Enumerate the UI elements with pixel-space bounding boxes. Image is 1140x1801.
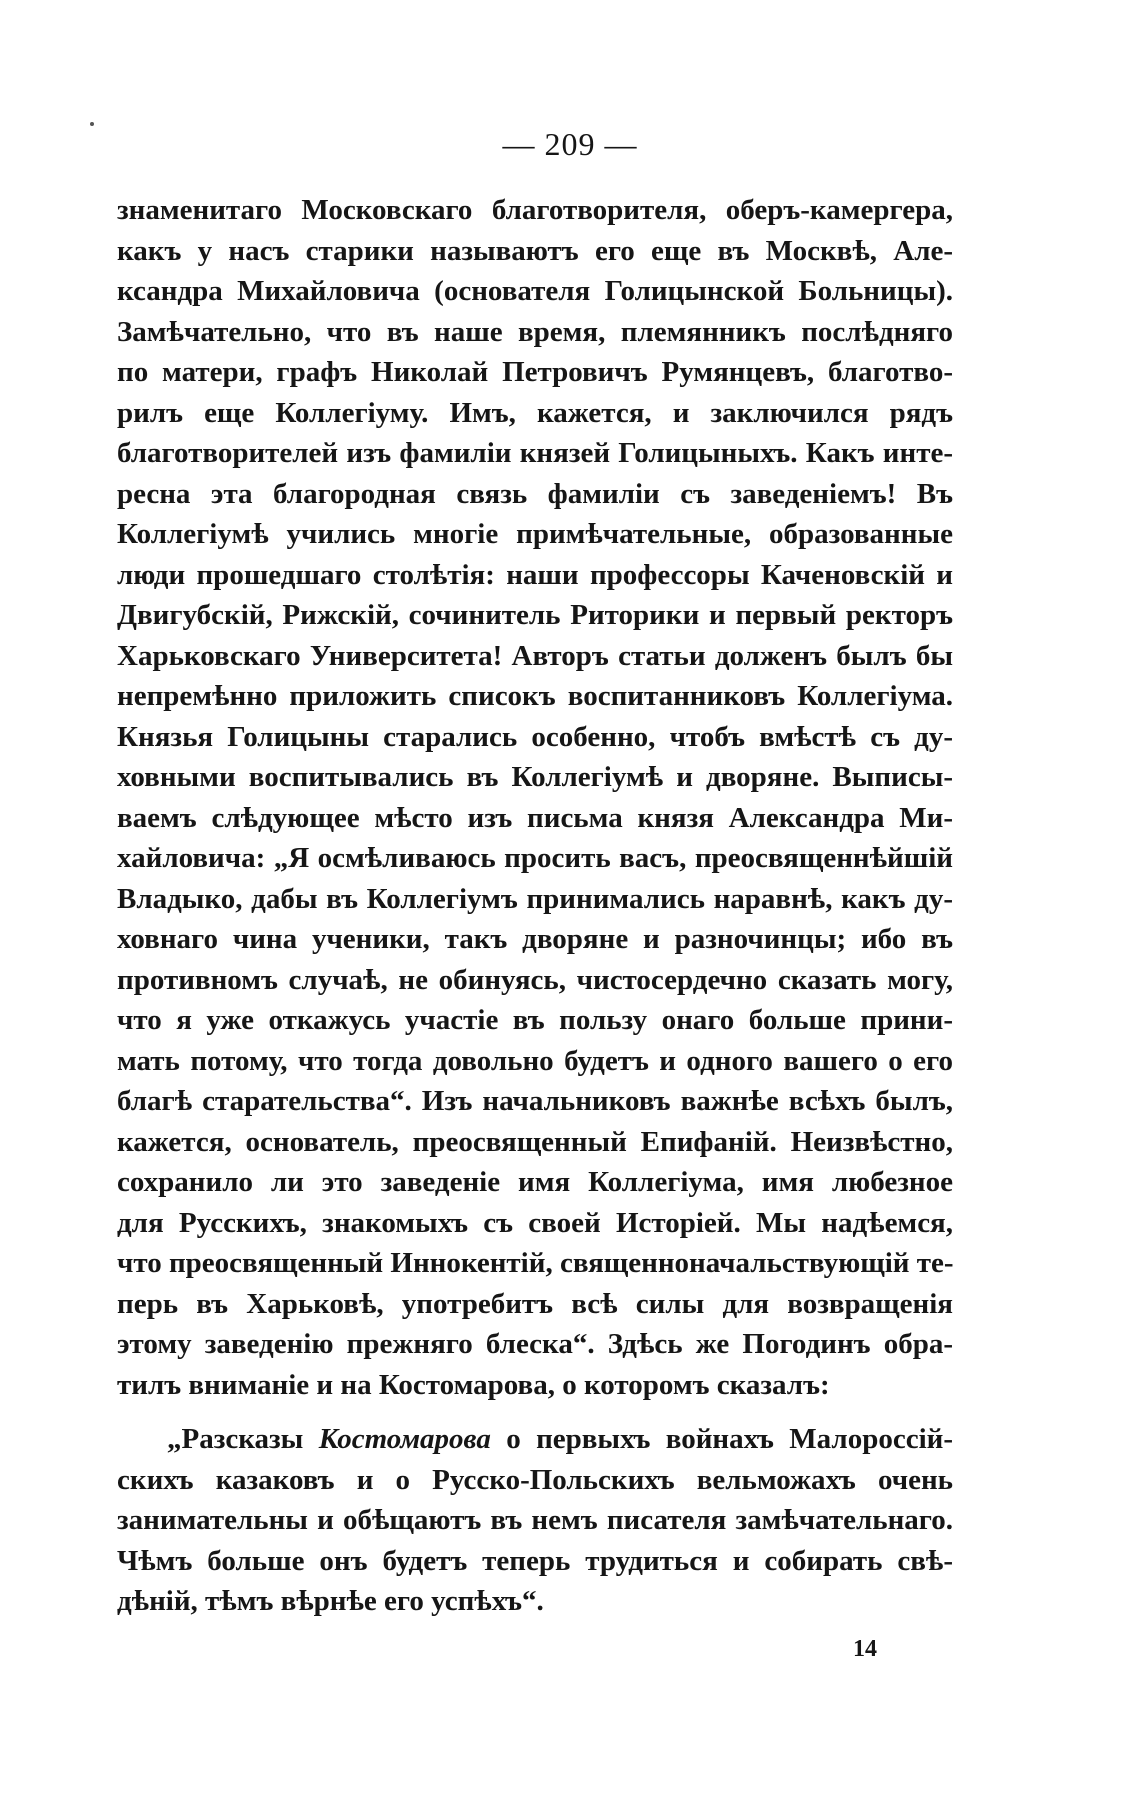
text-line: кажется, основатель, преосвященный Епифаній. Неизвѣстно, (117, 1125, 953, 1158)
text-line: дѣній, тѣмъ вѣрнѣе его успѣхъ“. (117, 1585, 544, 1617)
text-line: благѣ старательства“. Изъ начальниковъ важнѣе всѣхъ былъ, (117, 1085, 953, 1117)
text-line: благотворителей изъ фамиліи князей Голицыныхъ. Какъ инте- (117, 437, 953, 469)
paragraph-2 (117, 1419, 953, 1622)
text-run: о первыхъ войнахъ Малороссій- (490, 1423, 953, 1455)
text-line: тилъ вниманіе и на Костомарова, о которомъ сказалъ: (117, 1368, 830, 1401)
text-line: перь въ Харьковѣ, употребитъ всѣ силы для возвращенія (117, 1287, 953, 1320)
text-line: что преосвященный Иннокентій, священноначальствующій те- (117, 1247, 954, 1279)
text-line: знаменитаго Московскаго благотворителя, оберъ-камергера, (117, 194, 953, 226)
text-line: Чѣмъ больше онъ будетъ теперь трудиться и собирать свѣ- (117, 1544, 953, 1577)
text-line: ваемъ слѣдующее мѣсто изъ письма князя Александра Ми- (117, 801, 953, 834)
text-line: этому заведенію прежняго блеска“. Здѣсь же Погодинъ обра- (117, 1328, 953, 1360)
text-line: Двигубскій, Рижскій, сочинитель Риторики и первый ректоръ (117, 599, 953, 631)
text-run: „Разсказы (167, 1423, 319, 1455)
text-line: сохранило ли это заведеніе имя Коллегіума, имя любезное (117, 1166, 953, 1198)
italic-name: Костомарова (318, 1423, 491, 1455)
text-line: ховными воспитывались въ Коллегіумѣ и дворяне. Выписы- (117, 761, 953, 793)
text-line: Замѣчательно, что въ наше время, племянникъ послѣдняго (117, 315, 953, 348)
page-number: — 209 — (502, 126, 638, 162)
text-line: люди прошедшаго столѣтія: наши профессоры Каченовскій и (117, 558, 953, 591)
text-line: хайловича: „Я осмѣливаюсь просить васъ, преосвященнѣйшій (117, 842, 953, 874)
text-line: мать потому, что тогда довольно будетъ и одного вашего о его (117, 1044, 953, 1077)
body-text (117, 190, 953, 1622)
text-line: рилъ еще Коллегіуму. Имъ, кажется, и заключился рядъ (117, 396, 953, 429)
paragraph-1 (117, 190, 953, 1405)
text-line: какъ у насъ старики называютъ его еще въ Москвѣ, Але- (117, 234, 953, 267)
text-line: занимательны и обѣщаютъ въ немъ писателя замѣчательнаго. (117, 1504, 953, 1536)
text-line (117, 1419, 953, 1460)
text-line: Харьковскаго Университета! Авторъ статьи долженъ былъ бы (117, 639, 953, 672)
text-line: Владыко, дабы въ Коллегіумъ принимались наравнѣ, какъ ду- (117, 882, 953, 915)
text-line: Коллегіумѣ учились многіе примѣчательные, образованные (117, 518, 953, 550)
text-line: ховнаго чина ученики, такъ дворяне и разночинцы; ибо въ (117, 923, 953, 955)
text-line: ресна эта благородная связь фамиліи съ заведеніемъ! Въ (117, 477, 953, 510)
text-line: скихъ казаковъ и о Русско-Польскихъ вельможахъ очень (117, 1463, 953, 1496)
signature-mark: 14 (853, 1636, 877, 1662)
text-line: ксандра Михайловича (основателя Голицынской Больницы). (117, 275, 953, 307)
text-line: противномъ случаѣ, не обинуясь, чистосердечно сказать могу, (117, 963, 953, 996)
text-line: по матери, графъ Николай Петровичъ Румянцевъ, благотво- (117, 356, 953, 388)
text-line: для Русскихъ, знакомыхъ съ своей Исторіей. Мы надѣемся, (117, 1206, 953, 1239)
text-line: Князья Голицыны старались особенно, чтобъ вмѣстѣ съ ду- (117, 720, 953, 753)
text-line: непремѣнно приложить списокъ воспитанниковъ Коллегіума. (117, 680, 953, 712)
paragraph-gap (117, 1405, 953, 1419)
text-line: что я уже откажусь участіе въ пользу онаго больше прини- (117, 1004, 953, 1036)
